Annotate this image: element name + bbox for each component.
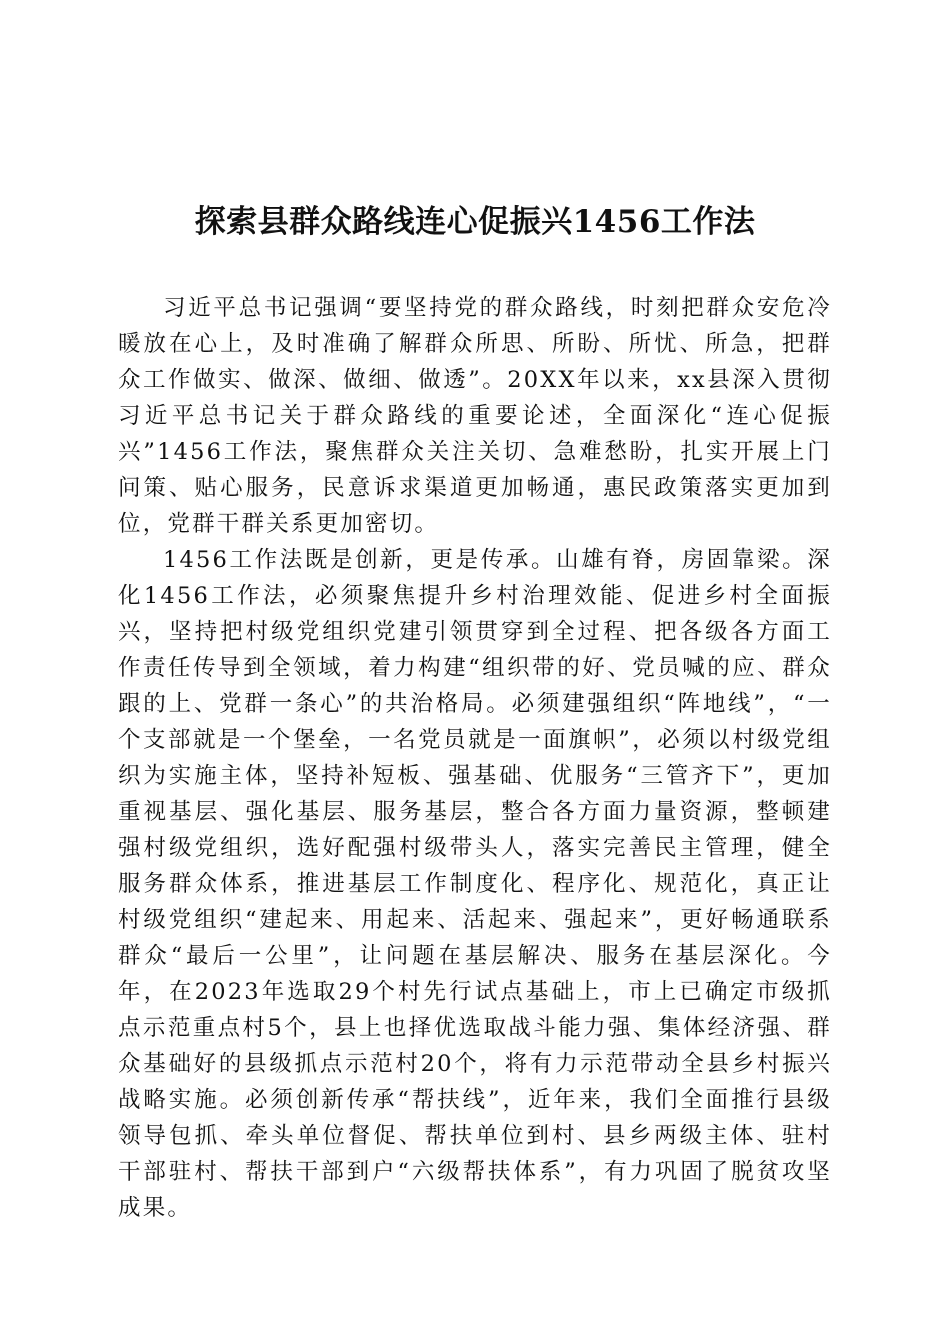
document-body xyxy=(118,290,832,1226)
document-title: 探索县群众路线连心促振兴1456工作法 xyxy=(194,204,756,240)
paragraph-2: 1456工作法既是创新，更是传承。山雄有脊，房固靠梁。深化1456工作法，必须聚焦提升乡村治理效能、促进乡村全面振兴，坚持把村级党组织党建引领贯穿到全过程、把各级各方面工作责任传导到全领域，着力构建“组织带的好、党员喊的应、群众跟的上、党群一条心”的共治格局。必须建强组织“阵地线”，“一个支部就是一个堡垒，一名党员就是一面旗帜”，必须以村级党组织为实施主体，坚持补短板、强基础、优服务“三管齐下”，更加重视基层、强化基层、服务基层，整合各方面力量资源，整顿建强村级党组织，选好配强村级带头人，落实完善民主管理，健全服务群众体系，推进基层工作制度化、程序化、规范化，真正让村级党组织“建起来、用起来、活起来、强起来”，更好畅通联系群众“最后一公里”，让问题在基层解决、服务在基层深化。今年，在2023年选取29个村先行试点基础上，市上已确定市级抓点示范重点村5个，县上也择优选取战斗能力强、集体经济强、群众基础好的县级抓点示范村20个，将有力示范带动全县乡村振兴战略实施。必须创新传承“帮扶线”，近年来，我们全面推行县级领导包抓、牵头单位督促、帮扶单位到村、县乡两级主体、驻村干部驻村、帮扶干部到户“六级帮扶体系”，有力巩固了脱贫攻坚成果。 xyxy=(118,547,832,1221)
paragraph-1: 习近平总书记强调“要坚持党的群众路线，时刻把群众安危冷暖放在心上，及时准确了解群众所思、所盼、所忧、所急，把群众工作做实、做深、做细、做透”。20XX年以来，xx县深入贯彻习近平总书记关于群众路线的重要论述，全面深化“连心促振兴”1456工作法，聚焦群众关注关切、急难愁盼，扎实开展上门问策、贴心服务，民意诉求渠道更加畅通，惠民政策落实更加到位，党群干群关系更加密切。 xyxy=(118,295,832,537)
